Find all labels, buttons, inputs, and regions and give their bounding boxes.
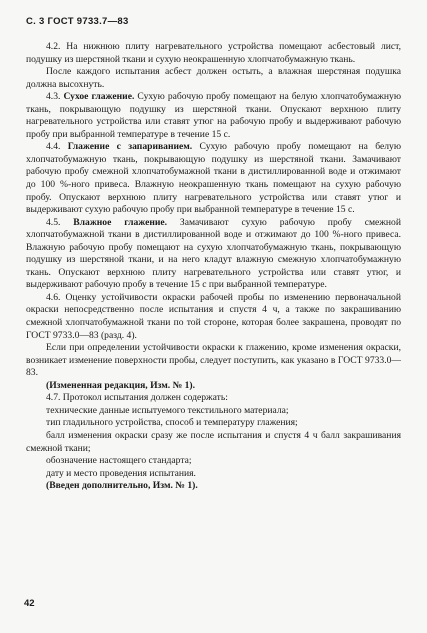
paragraph-asbestos-note [26,66,401,91]
page-number: 42 [24,598,35,609]
addition-note [26,480,401,493]
document-body [26,41,401,493]
paragraph-text: (Измененная редакция, Изм. № 1). [46,379,196,391]
paragraph-surface-change [26,342,401,380]
paragraph-text: обозначение настоящего стандарта; [46,455,192,467]
paragraph-term: Сухое глажение. [63,91,135,103]
paragraph-4-6 [26,292,401,342]
paragraph-text: Если при определении устойчивости окраски к глажению, кроме изменения окраски, возникает изменение поверхности пробы, следует поступить, как указано в ГОСТ 9733.0—83. [26,342,401,379]
paragraph-number: 4.4. [46,141,68,153]
paragraph-text: 4.2. На нижнюю плиту нагревательного устройства помещают асбестовый лист, подушку из шерстяной ткани и сухую неокрашенную хлопчатобумажную ткань. [26,41,401,65]
paragraph-text: технические данные испытуемого текстильного материала; [46,404,289,416]
paragraph-term: Глажение с запариванием. [67,141,193,153]
paragraph-4-2 [26,41,401,66]
paragraph-text: 4.7. Протокол испытания должен содержать: [46,392,228,404]
paragraph-4-7 [26,392,401,405]
protocol-item [26,455,401,468]
paragraph-text: балл изменения окраски сразу же после испытания и спустя 4 ч балл закрашивания смежной ткани; [26,429,401,454]
amendment-note [26,380,401,393]
paragraph-text: Сухую рабочую пробу помещают на белую хлопчатобумажную ткань, покрывающую подушку из шерстяной ткани. Опускают верхнюю плиту нагревательного устройства или ставят утюг на рабочую пробу и выдерживают рабочую пробу при выбранной температуре в течение 15 с. [26,91,401,140]
paragraph-4-3 [26,91,401,141]
paragraph-4-4 [26,141,401,216]
paragraph-4-5 [26,217,401,292]
protocol-item [26,417,401,430]
running-header: С. 3 ГОСТ 9733.7—83 [26,16,129,27]
paragraph-number: 4.5. [46,216,74,228]
paragraph-text: Замачивают сухую рабочую пробу смежной хлопчатобумажной ткани в дистиллированной воде и отжимают до 100 %-ного привеса. Влажную рабочую пробу помещают на сухую хлопчатобумажную ткань, покрывающую подушку из шерстяной ткани, и на него кладут влажную смежную хлопчатобумажную ткань. Опускают верхнюю плиту нагревательного устройства или ставят утюг, и выдерживают рабочую пробу в течение 15 с при выбранной температуре. [26,216,401,291]
protocol-item [26,430,401,455]
paragraph-term: Влажное глажение. [73,216,168,228]
paragraph-text: тип гладильного устройства, способ и температуру глажения; [46,417,298,429]
protocol-item [26,405,401,418]
paragraph-text: После каждого испытания асбест должен остыть, а влажная шерстяная подушка должна высохнуть. [26,66,401,90]
paragraph-text: 4.6. Оценку устойчивости окраски рабочей пробы по изменению первоначальной окраски непосредственно после испытания и спустя 4 ч, а также по закрашиванию смежной хлопчатобумажной ткани по той стороне, которая более закрашена, проводят по ГОСТ 9733.0—83 (разд. 4). [26,291,401,341]
paragraph-text: дату и место проведения испытания. [46,467,196,479]
paragraph-number: 4.3. [46,91,64,103]
protocol-item [26,468,401,481]
paragraph-text: Сухую рабочую пробу помещают на белую хлопчатобумажную ткань, покрывающую подушку из шерстяной ткани. Замачивают рабочую пробу смежной хлопчатобумажной ткани в дистиллированной воде и отжимают до 100 %-ного привеса. Влажную неокрашенную ткань помещают на сухую рабочую пробу. Опускают верхнюю плиту нагревательного устройства или ставят утюг и выдерживают сухую рабочую пробу при выбранной температуре в течение 15 с. [26,141,401,216]
paragraph-text: (Введен дополнительно, Изм. № 1). [46,480,198,492]
